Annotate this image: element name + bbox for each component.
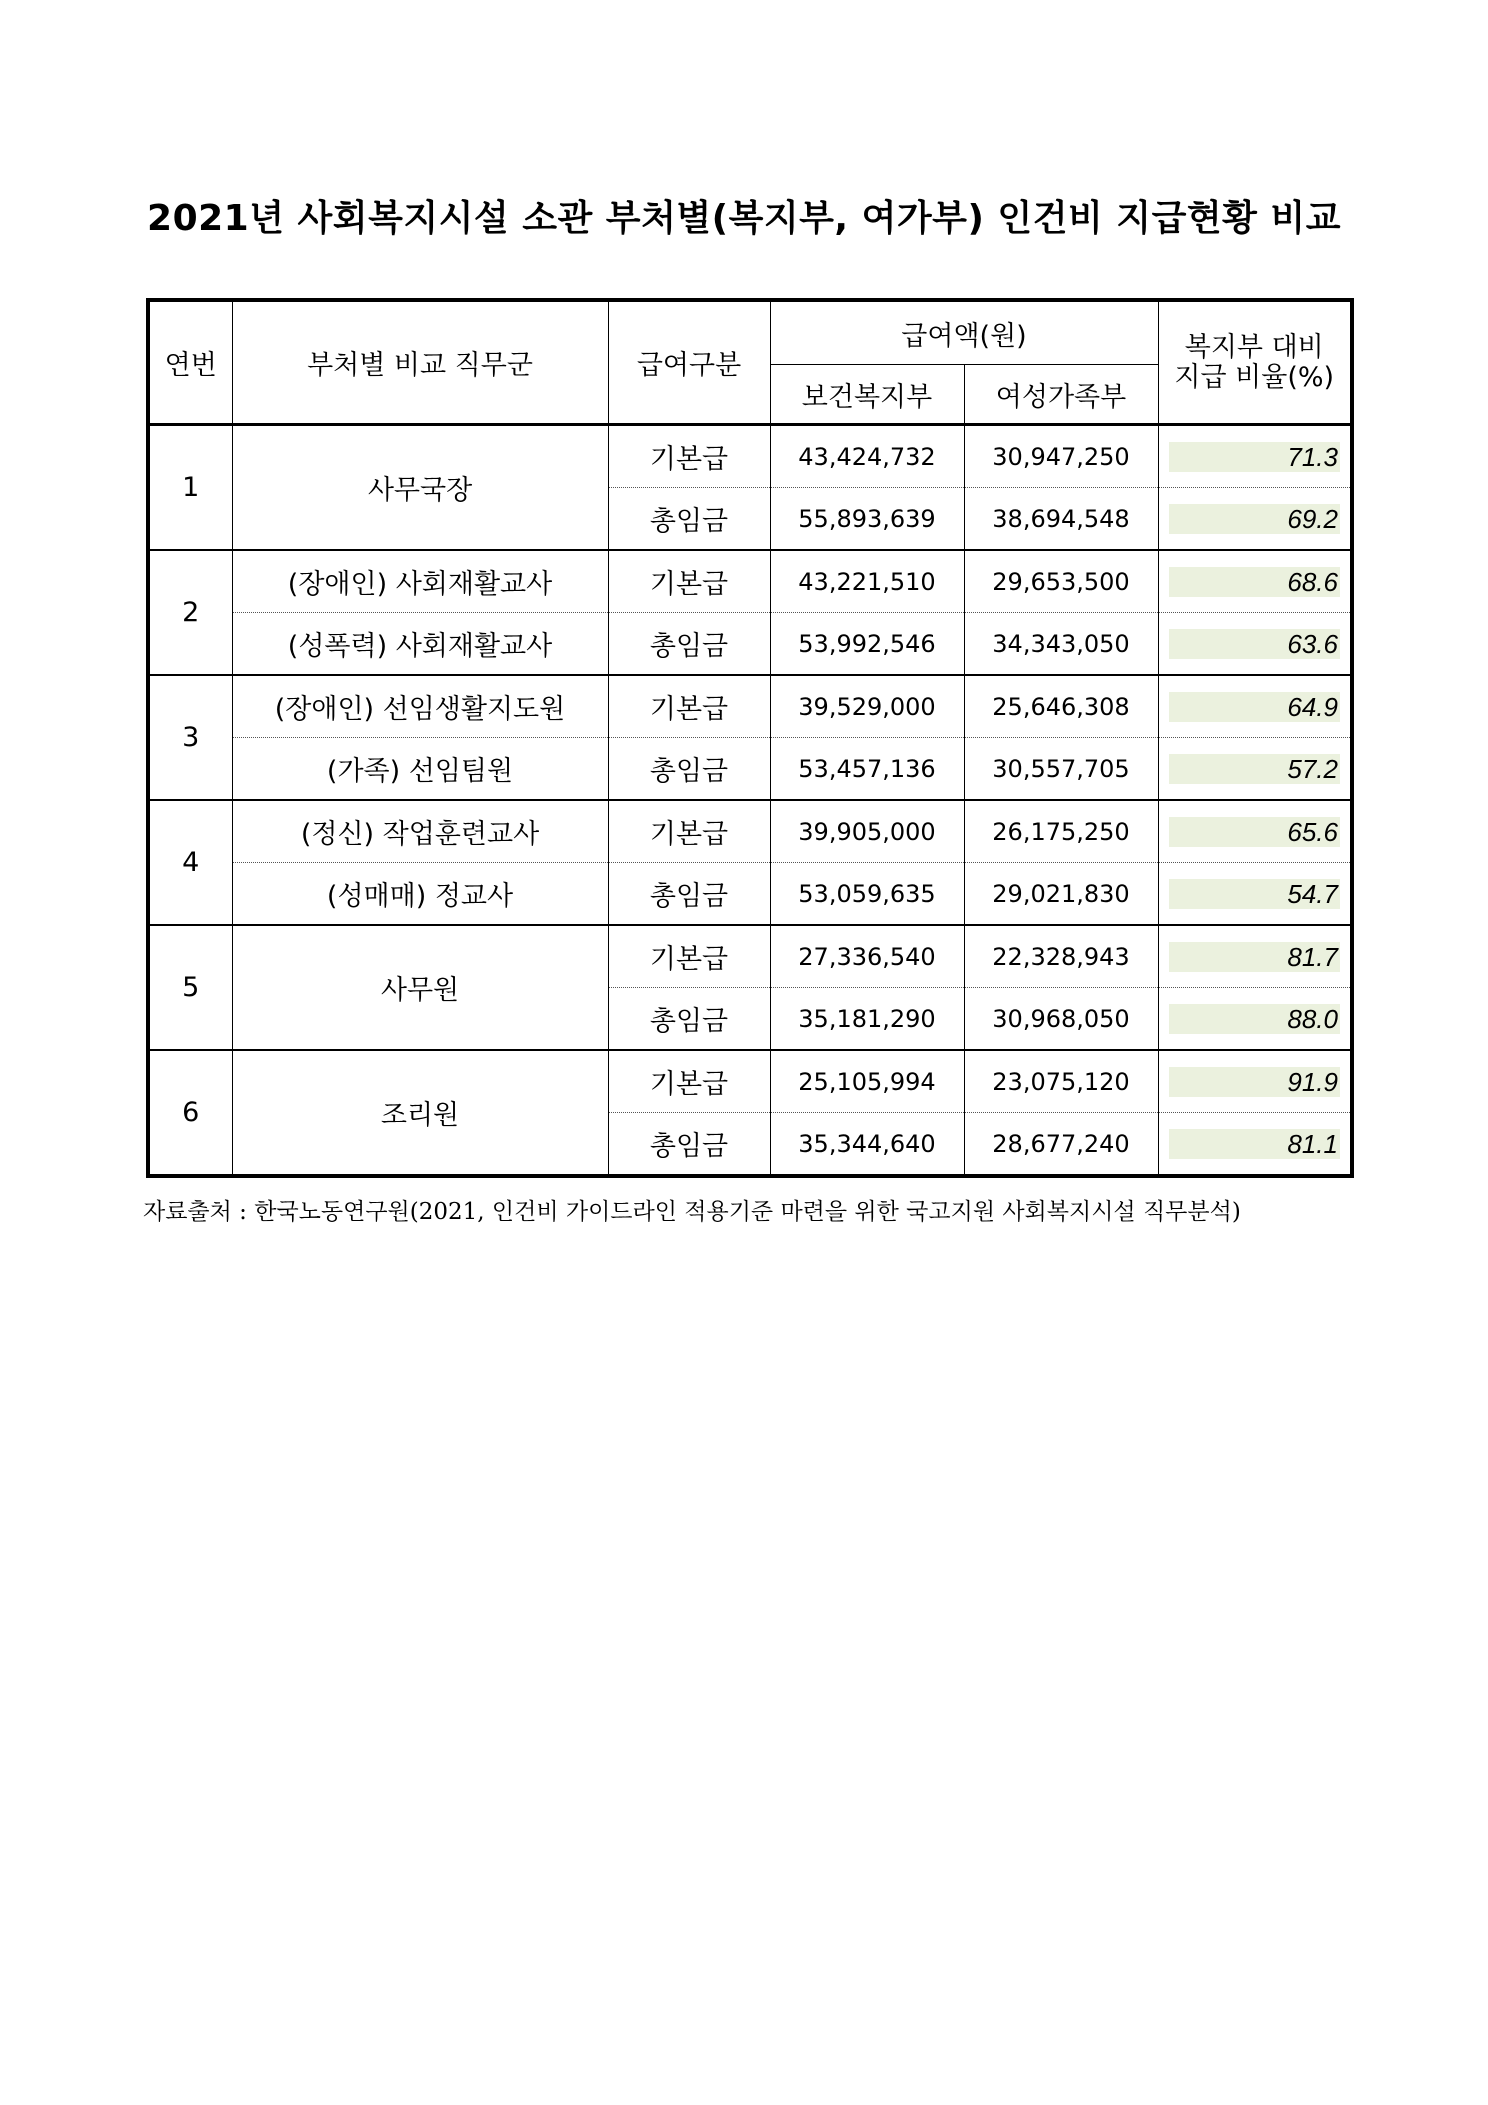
mohw-amount-cell: 43,424,732 (770, 425, 964, 488)
ratio-value: 68.6 (1169, 567, 1341, 597)
ratio-cell (1158, 675, 1352, 738)
table-row (148, 863, 1352, 926)
ratio-cell (1158, 988, 1352, 1051)
pay-type-cell: 총임금 (608, 988, 770, 1051)
source-note: 자료출처 : 한국노동연구원(2021, 인건비 가이드라인 적용기준 마련을 위한 국고지원 사회복지시설 직무분석) (143, 1199, 1241, 1225)
header-mogef: 여성가족부 (964, 365, 1158, 425)
job-group-cell: (장애인) 사회재활교사 (232, 550, 608, 613)
ratio-value: 81.1 (1169, 1129, 1341, 1159)
ratio-value: 57.2 (1169, 754, 1341, 784)
ratio-cell (1158, 738, 1352, 801)
page-title: 2021년 사회복지시설 소관 부처별(복지부, 여가부) 인건비 지급현황 비교 (147, 198, 1341, 239)
table-row (148, 925, 1352, 988)
ratio-cell (1158, 800, 1352, 863)
ratio-value: 88.0 (1169, 1004, 1341, 1034)
mohw-amount-cell: 53,059,635 (770, 863, 964, 926)
pay-type-cell: 기본급 (608, 675, 770, 738)
row-number: 3 (148, 675, 232, 800)
table-row (148, 425, 1352, 488)
pay-type-cell: 총임금 (608, 863, 770, 926)
mohw-amount-cell: 43,221,510 (770, 550, 964, 613)
ratio-value: 69.2 (1169, 504, 1341, 534)
table-header (148, 300, 1352, 425)
job-group-cell: 사무국장 (232, 425, 608, 551)
ratio-value: 81.7 (1169, 942, 1341, 972)
pay-type-cell: 기본급 (608, 800, 770, 863)
mogef-amount-cell: 38,694,548 (964, 488, 1158, 551)
row-number: 6 (148, 1050, 232, 1176)
mohw-amount-cell: 35,181,290 (770, 988, 964, 1051)
mogef-amount-cell: 23,075,120 (964, 1050, 1158, 1113)
job-group-cell: (성폭력) 사회재활교사 (232, 613, 608, 676)
table-body (148, 425, 1352, 1177)
job-group-cell: (장애인) 선임생활지도원 (232, 675, 608, 738)
pay-type-cell: 총임금 (608, 613, 770, 676)
ratio-cell (1158, 550, 1352, 613)
header-no: 연번 (148, 300, 232, 425)
pay-type-cell: 총임금 (608, 738, 770, 801)
mohw-amount-cell: 39,529,000 (770, 675, 964, 738)
job-group-cell: (성매매) 정교사 (232, 863, 608, 926)
ratio-value: 91.9 (1169, 1067, 1341, 1097)
table-row (148, 613, 1352, 676)
job-group-cell: (정신) 작업훈련교사 (232, 800, 608, 863)
ratio-cell (1158, 925, 1352, 988)
header-ratio-line1: 복지부 대비 (1184, 331, 1324, 363)
header-pay-type: 급여구분 (608, 300, 770, 425)
ratio-cell (1158, 863, 1352, 926)
mogef-amount-cell: 25,646,308 (964, 675, 1158, 738)
row-number: 4 (148, 800, 232, 925)
ratio-cell (1158, 488, 1352, 551)
row-number: 5 (148, 925, 232, 1050)
pay-type-cell: 기본급 (608, 925, 770, 988)
mogef-amount-cell: 30,968,050 (964, 988, 1158, 1051)
mogef-amount-cell: 28,677,240 (964, 1113, 1158, 1177)
mohw-amount-cell: 53,457,136 (770, 738, 964, 801)
ratio-value: 64.9 (1169, 692, 1341, 722)
table-row (148, 800, 1352, 863)
row-number: 1 (148, 425, 232, 551)
mogef-amount-cell: 30,557,705 (964, 738, 1158, 801)
mohw-amount-cell: 27,336,540 (770, 925, 964, 988)
pay-type-cell: 총임금 (608, 1113, 770, 1177)
mogef-amount-cell: 30,947,250 (964, 425, 1158, 488)
row-number: 2 (148, 550, 232, 675)
table-row (148, 1050, 1352, 1113)
mohw-amount-cell: 53,992,546 (770, 613, 964, 676)
mohw-amount-cell: 55,893,639 (770, 488, 964, 551)
pay-type-cell: 기본급 (608, 550, 770, 613)
table-row (148, 738, 1352, 801)
header-ratio-line2: 지급 비율(%) (1174, 361, 1335, 393)
ratio-cell (1158, 425, 1352, 488)
header-ratio (1158, 300, 1352, 425)
table-row (148, 675, 1352, 738)
mohw-amount-cell: 25,105,994 (770, 1050, 964, 1113)
mogef-amount-cell: 34,343,050 (964, 613, 1158, 676)
pay-type-cell: 총임금 (608, 488, 770, 551)
header-job-group: 부처별 비교 직무군 (232, 300, 608, 425)
ratio-value: 65.6 (1169, 817, 1341, 847)
mohw-amount-cell: 39,905,000 (770, 800, 964, 863)
header-amount: 급여액(원) (770, 300, 1158, 365)
mogef-amount-cell: 22,328,943 (964, 925, 1158, 988)
ratio-value: 71.3 (1169, 442, 1341, 472)
mogef-amount-cell: 29,653,500 (964, 550, 1158, 613)
mogef-amount-cell: 29,021,830 (964, 863, 1158, 926)
table-row (148, 550, 1352, 613)
ratio-value: 54.7 (1169, 879, 1341, 909)
ratio-cell (1158, 1050, 1352, 1113)
mohw-amount-cell: 35,344,640 (770, 1113, 964, 1177)
salary-comparison-table (146, 298, 1354, 1178)
mogef-amount-cell: 26,175,250 (964, 800, 1158, 863)
ratio-cell (1158, 1113, 1352, 1177)
job-group-cell: 조리원 (232, 1050, 608, 1176)
pay-type-cell: 기본급 (608, 425, 770, 488)
header-mohw: 보건복지부 (770, 365, 964, 425)
job-group-cell: 사무원 (232, 925, 608, 1050)
ratio-value: 63.6 (1169, 629, 1341, 659)
job-group-cell: (가족) 선임팀원 (232, 738, 608, 801)
ratio-cell (1158, 613, 1352, 676)
pay-type-cell: 기본급 (608, 1050, 770, 1113)
